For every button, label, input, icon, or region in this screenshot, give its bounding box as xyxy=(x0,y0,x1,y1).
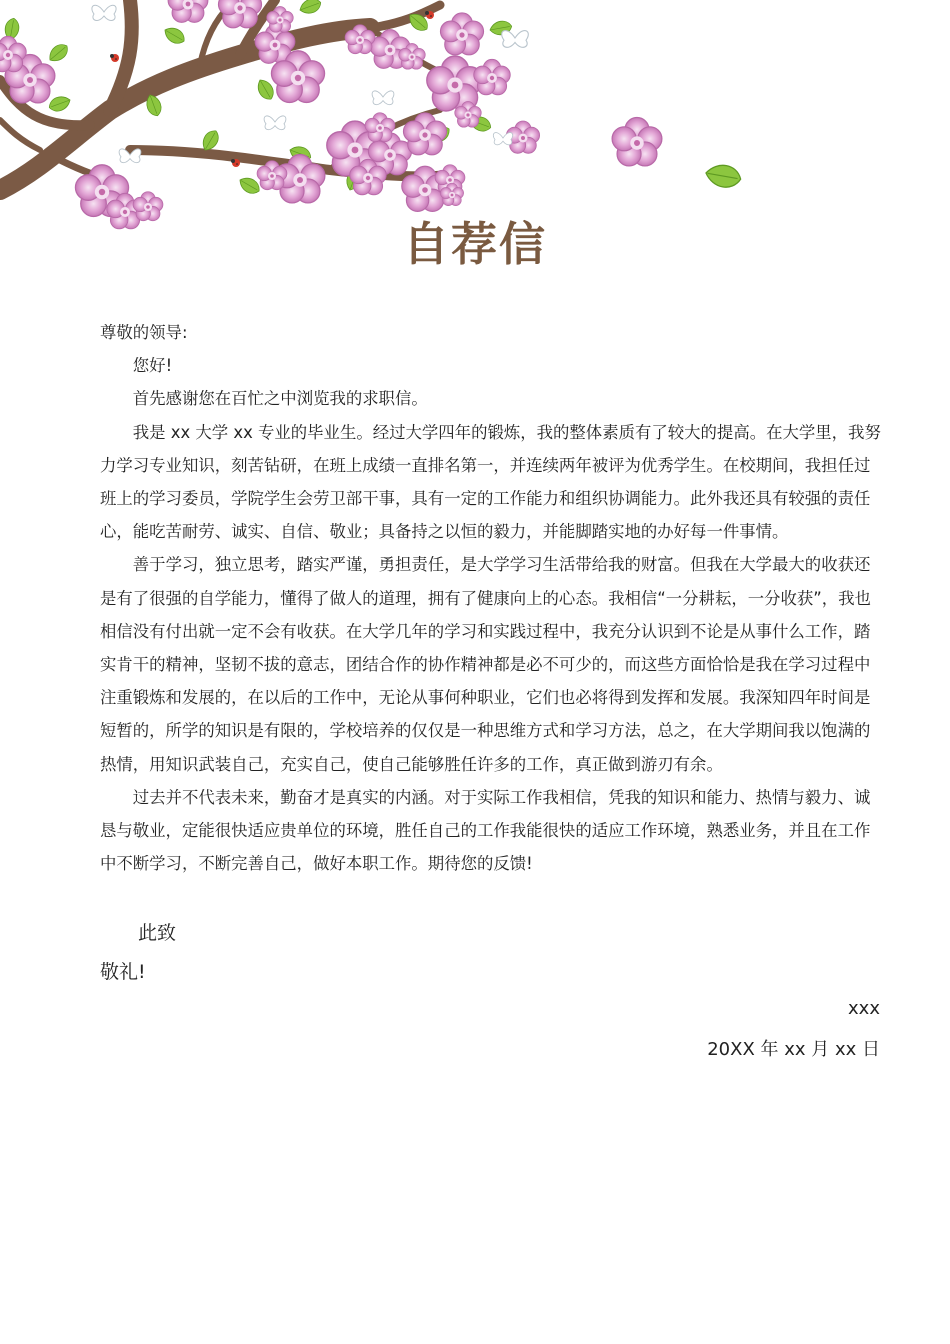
page-title: 自荐信 xyxy=(403,217,547,271)
cherry-blossom-branch-icon xyxy=(0,0,950,240)
letter-body xyxy=(100,316,882,880)
paragraph: 善于学习，独立思考，踏实严谨，勇担责任，是大学学习生活带给我的财富。但我在大学最大的收获还是有了很强的自学能力，懂得了做人的道理，拥有了健康向上的心态。我相信“一分耕耘，一分收获”，我也相信没有付出就一定不会有收获。在大学几年的学习和实践过程中，我充分认识到不论是从事什么工作，踏实肯干的精神，坚韧不拔的意志，团结合作的协作精神都是必不可少的，而这些方面恰恰是我在学习过程中注重锻炼和发展的，在以后的工作中，无论从事何种职业，它们也必将得到发挥和发展。我深知四年时间是短暂的，所学的知识是有限的，学校培养的仅仅是一种思维方式和学习方法，总之，在大学期间我以饱满的热情，用知识武装自己，充实自己，使自己能够胜任许多的工作，真正做到游刃有余。 xyxy=(100,555,871,774)
paragraph: 过去并不代表未来，勤奋才是真实的内涵。对于实际工作我相信，凭我的知识和能力、热情与毅力、诚恳与敬业，定能很快适应贵单位的环境，胜任自己的工作我能很快的适应工作环境，熟悉业务，并且在工作中不断学习，不断完善自己，做好本职工作。期待您的反馈! xyxy=(100,787,871,874)
signature: xxx xyxy=(848,998,880,1019)
date: 20XX 年 xx 月 xx 日 xyxy=(707,1039,880,1060)
falling-leaf-icon xyxy=(704,162,742,189)
greeting: 您好! xyxy=(132,356,173,376)
closing-salute: 敬礼! xyxy=(100,961,146,983)
paragraph: 首先感谢您在百忙之中浏览我的求职信。 xyxy=(132,389,428,409)
salutation: 尊敬的领导: xyxy=(100,323,188,342)
closing-line: 此致 xyxy=(138,922,177,944)
paragraph: 我是 xx 大学 xx 专业的毕业生。经过大学四年的锻炼，我的整体素质有了较大的提高。在大学里，我努力学习专业知识，刻苦钻研，在班上成绩一直排名第一，并连续两年被评为优秀学生。在校期间，我担任过班上的学习委员，学院学生会劳卫部干事，具有一定的工作能力和组织协调能力。此外我还具有较强的责任心，能吃苦耐劳、诚实、自信、敬业；具备持之以恒的毅力，并能脚踏实地的办好每一件事情。 xyxy=(100,422,881,542)
